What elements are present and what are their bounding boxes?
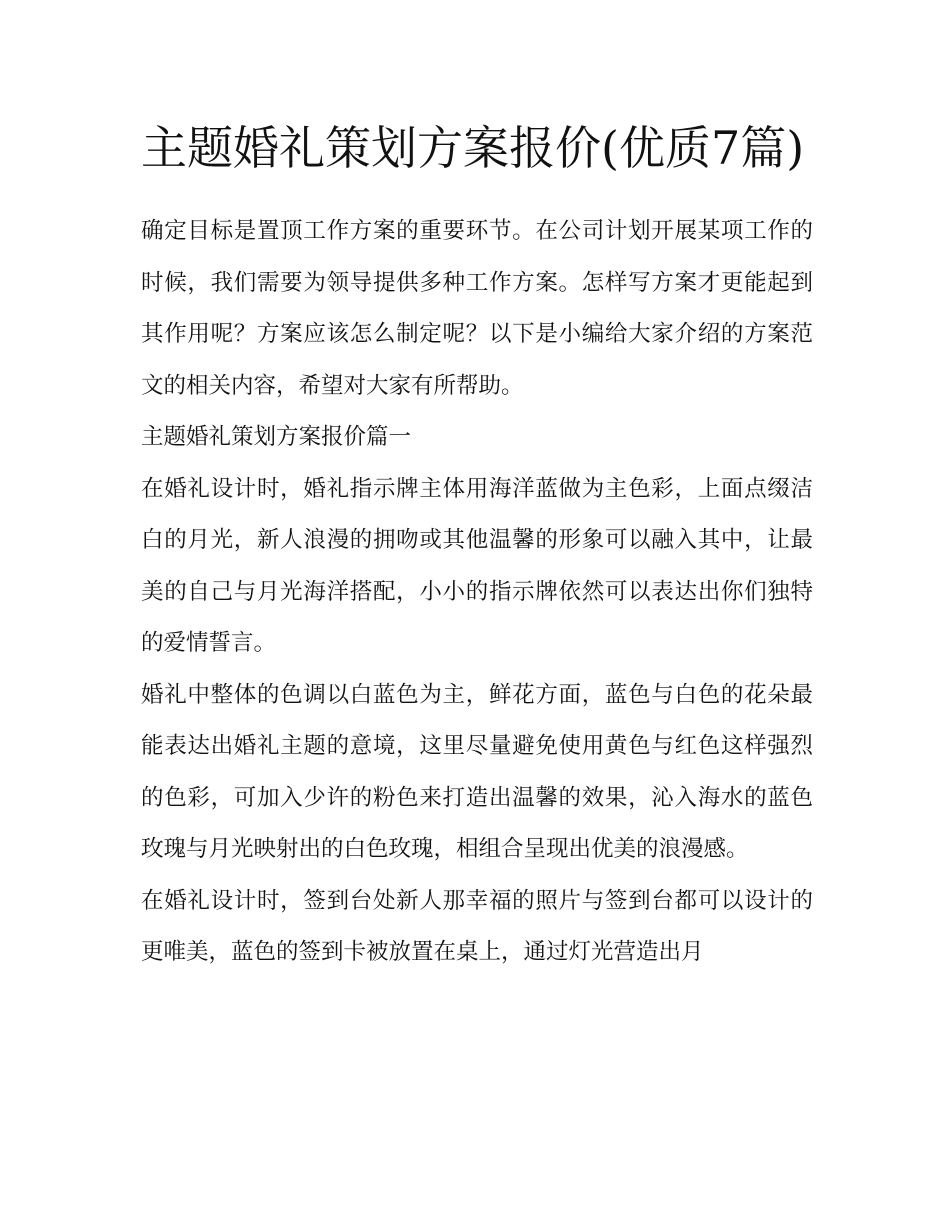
body-paragraph: 在婚礼设计时，签到台处新人那幸福的照片与签到台都可以设计的更唯美，蓝色的签到卡被放置在桌上，通过灯光营造出月 — [141, 887, 813, 965]
document-title: 主题婚礼策划方案报价(优质7篇) — [141, 121, 805, 175]
document-body — [141, 112, 813, 979]
body-paragraph: 在婚礼设计时，婚礼指示牌主体用海洋蓝做为主色彩，上面点缀洁白的月光，新人浪漫的拥吻或其他温馨的形象可以融入其中，让最美的自己与月光海洋搭配，小小的指示牌依然可以表达出你们独特的爱情誓言。 — [141, 475, 813, 656]
intro-paragraph: 确定目标是置顶工作方案的重要环节。在公司计划开展某项工作的时候，我们需要为领导提供多种工作方案。怎样写方案才更能起到其作用呢？方案应该怎么制定呢？以下是小编给大家介绍的方案范文的相关内容，希望对大家有所帮助。 — [141, 218, 813, 399]
section-heading: 主题婚礼策划方案报价篇一 — [141, 424, 412, 450]
body-paragraph: 婚礼中整体的色调以白蓝色为主，鲜花方面，蓝色与白色的花朵最能表达出婚礼主题的意境，这里尽量避免使用黄色与红色这样强烈的色彩，可加入少许的粉色来打造出温馨的效果，沁入海水的蓝色玫瑰与月光映射出的白色玫瑰，相组合呈现出优美的浪漫感。 — [141, 681, 813, 862]
